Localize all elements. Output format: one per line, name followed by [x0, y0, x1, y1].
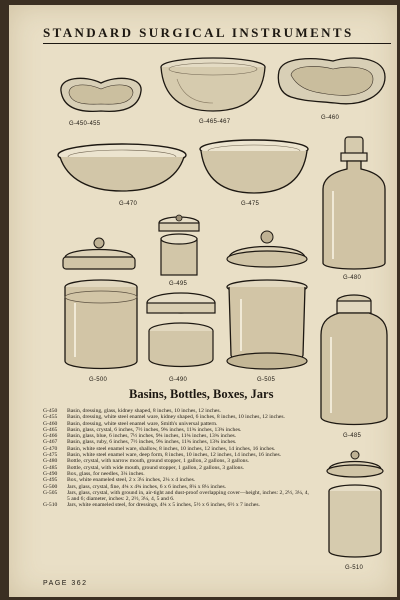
list-item: G-466 Basin, glass, blue, 6 inches, 7½ inches, 9¾ inches, 11¾ inches, 13¾ inches. [43, 433, 237, 440]
caption-g485: G-485 [343, 433, 362, 439]
enamel-box-illustration [155, 211, 203, 279]
covered-jar-illustration [223, 277, 311, 373]
dressing-jar-illustration [323, 447, 387, 563]
deep-basin-illustration [195, 137, 313, 197]
list-item: G-465 Basin, glass, crystal, 6 inches, 7½ inches, 9¾ inches, 11¾ inches, 13¾ inches. [43, 426, 242, 433]
wide-mouth-bottle-illustration [315, 291, 393, 431]
list-item: G-505 Jars, glass, crystal, with ground in, air-tight and dust-proof overlapping cover—height, inches: 2, 2½, 3¼, 4, 5 and 6; diameter, inches: 2, 2½, 3¼, 4, 5 and 6. [43, 489, 309, 503]
caption-g495: G-495 [169, 281, 188, 287]
item-list [43, 408, 311, 509]
shallow-basin-illustration [53, 141, 191, 197]
page-header: STANDARD SURGICAL INSTRUMENTS [43, 25, 354, 40]
caption-g505: G-505 [257, 377, 276, 383]
caption-g475: G-475 [241, 201, 260, 207]
list-item: G-500 Jars, glass, crystal, fine, 4¾ x 4¾ inches, 6 x 6 inches, 8¼ x 8¼ inches. [43, 483, 227, 490]
list-item: G-485 Bottle, crystal, with wide mouth, ground stopper, 1 gallon, 2 gallons, 3 gallons. [43, 464, 245, 471]
list-item: G-510 Jars, white enameled steel, for dressings, 4¾ x 5 inches, 5½ x 6 inches, 6½ x 7 inches. [43, 502, 260, 509]
needle-box-illustration [143, 291, 219, 373]
list-item: G-475 Basin, white steel enamel ware, deep form, 8 inches, 10 inches, 12 inches, 14 inches, 16 inches. [43, 452, 282, 459]
list-item: G-490 Box, glass, for needles, 3¼ inches. [43, 470, 145, 477]
caption-g500: G-500 [89, 377, 108, 383]
caption-g465-467: G-465-467 [199, 119, 231, 125]
kidney-basin-illustration [55, 71, 147, 121]
caption-g480: G-480 [343, 275, 362, 281]
caption-g470: G-470 [119, 201, 138, 207]
section-title: Basins, Bottles, Boxes, Jars [129, 387, 274, 401]
list-item: G-495 Box, white enameled steel, 2 x 3¼ inches, 2¼ x 4 inches. [43, 477, 196, 484]
list-item: G-467 Basin, glass, ruby, 6 inches, 7½ inches, 9¾ inches, 11¾ inches, 13¾ inches. [43, 439, 237, 446]
glass-basin-illustration [157, 55, 269, 115]
crystal-jar-illustration [59, 277, 143, 373]
page-number: PAGE 362 [43, 580, 88, 587]
universal-basin-illustration [273, 51, 391, 111]
list-item: G-460 Basin, dressing, white steel enamel ware, Smith's universal pattern. [43, 420, 218, 427]
jar-lid-illustration [59, 235, 139, 275]
list-item: G-455 Basin, dressing, white steel enamel ware, kidney shaped, 6 inches, 8 inches, 10 inches, 12 inches. [43, 414, 285, 421]
catalog-page [9, 5, 397, 597]
narrow-mouth-bottle-illustration [317, 133, 391, 275]
covered-jar-lid-illustration [223, 227, 311, 275]
list-item: G-480 Bottle, crystal, with narrow mouth, ground stopper, 1 gallon, 2 gallons, 3 gallons. [43, 458, 250, 465]
caption-g460: G-460 [321, 115, 340, 121]
caption-g450-455: G-450-455 [69, 121, 101, 127]
list-item: G-470 Basin, white steel enamel ware, shallow, 8 inches, 10 inches, 12 inches, 14 inches, 16 inches. [43, 445, 276, 452]
header-rule [43, 43, 391, 44]
list-item: G-450 Basin, dressing, glass, kidney shaped, 8 inches, 10 inches, 12 inches. [43, 408, 221, 414]
caption-g490: G-490 [169, 377, 188, 383]
caption-g510: G-510 [345, 565, 364, 571]
